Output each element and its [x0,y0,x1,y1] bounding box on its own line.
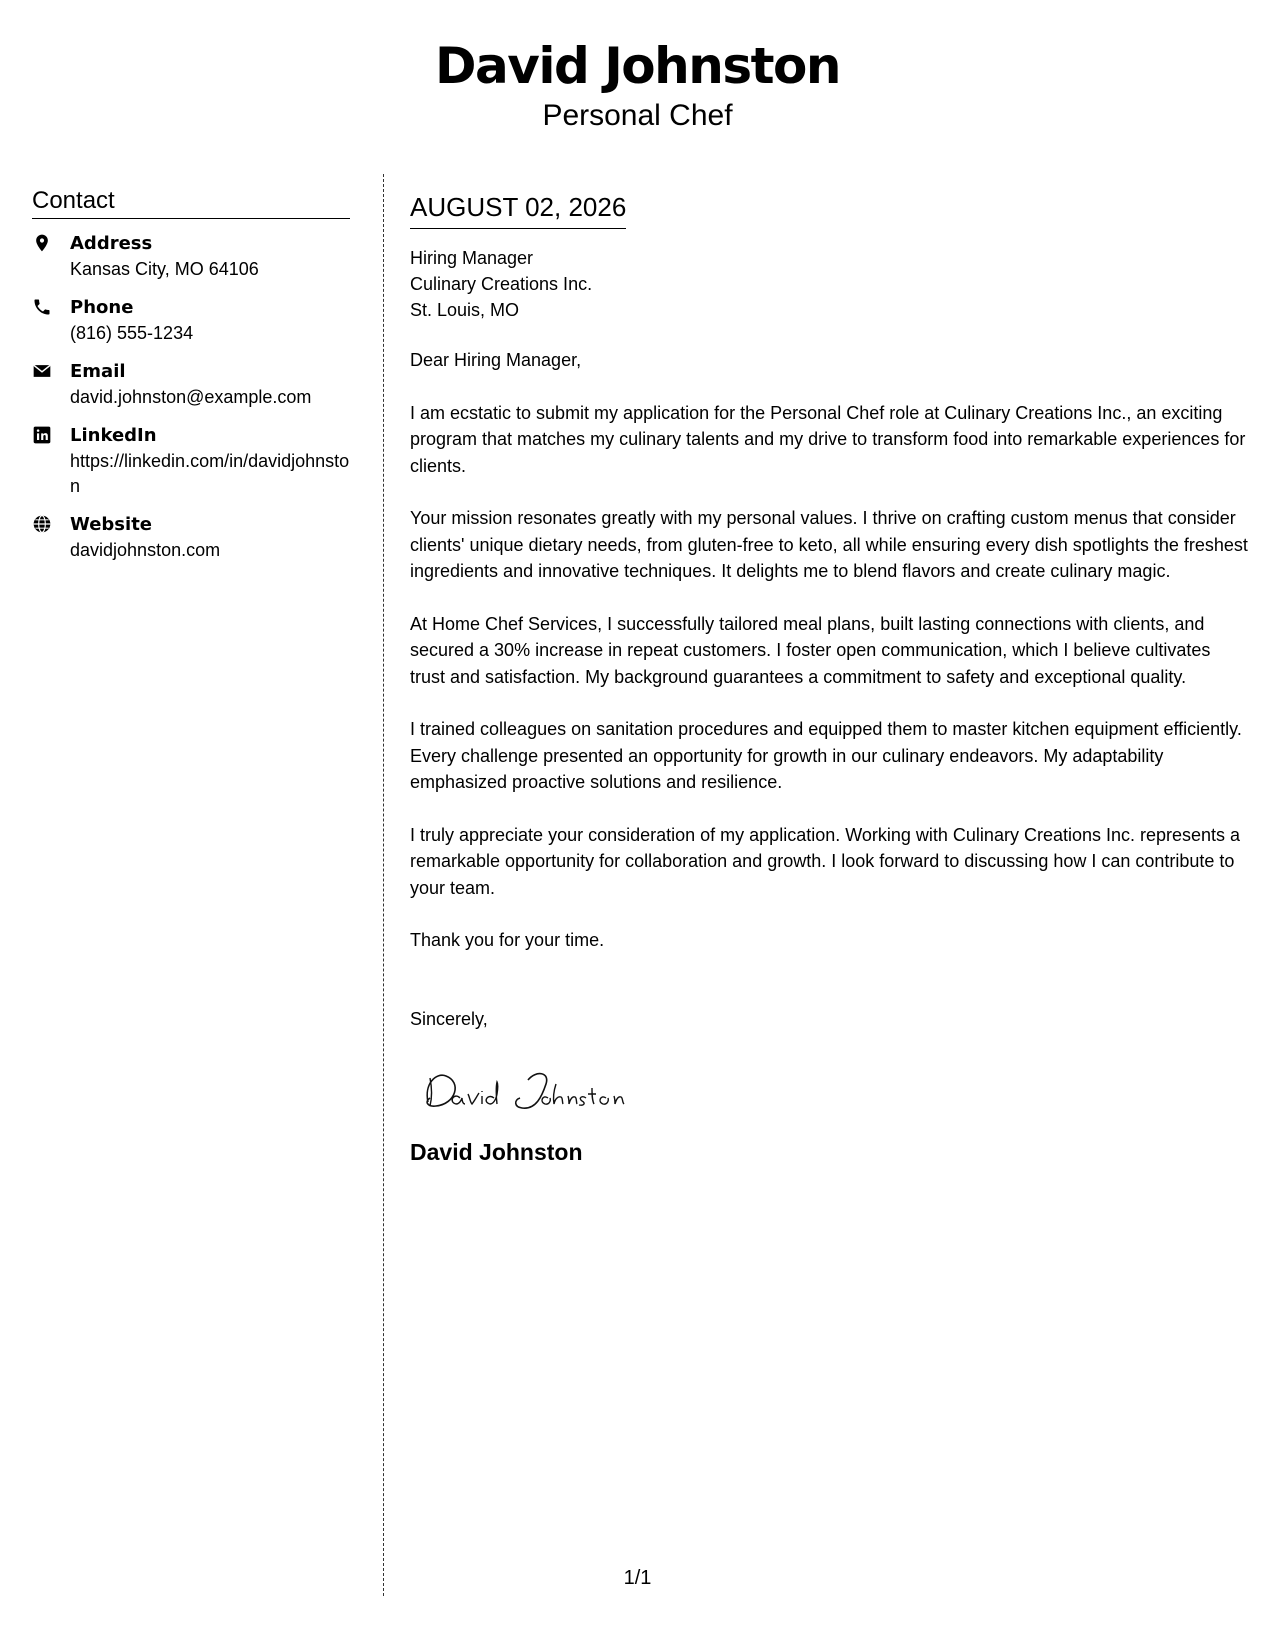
contact-item-linkedin [32,423,350,499]
body-paragraph: Thank you for your time. [410,930,605,950]
envelope-icon [32,359,70,381]
globe-icon [32,512,70,534]
contact-label: Email [70,361,126,382]
recipient-line: Hiring Manager [410,248,534,268]
contact-item-phone [32,295,350,346]
column-divider [383,174,384,1596]
letter-body [410,190,1250,1167]
contact-value: davidjohnston.com [70,540,221,560]
job-title: Personal Chef [542,99,733,132]
signed-name: David Johnston [410,1138,583,1165]
signoff: Sincerely, [410,1008,488,1029]
handwritten-signature [416,1054,656,1124]
recipient-block [410,245,1250,323]
contact-label: Phone [70,297,134,318]
salutation: Dear Hiring Manager, [410,350,582,370]
contact-value: https://linkedin.com/in/davidjohnston [70,451,350,496]
phone-icon [32,295,70,317]
contact-value: (816) 555-1234 [70,323,194,343]
contact-label: LinkedIn [70,425,157,446]
contact-list [32,231,350,563]
document-header [0,34,1275,134]
body-paragraph: Your mission resonates greatly with my personal values. I thrive on crafting custom menus that consider clients' unique dietary needs, from gluten-free to keto, all while ensuring every dish spotlights the freshest ingredients and innovative techniques. It delights me to blend flavors and create culinary magic. [410,508,1248,581]
contact-label: Address [70,233,153,254]
page-number: 1/1 [623,1567,652,1589]
candidate-name: David Johnston [435,37,840,95]
body-paragraph: I am ecstatic to submit my application for the Personal Chef role at Culinary Creations Inc., an exciting program that matches my culinary talents and my drive to transform food into remarkable experiences for clients. [410,402,1246,476]
map-pin-icon [32,231,70,253]
body-paragraph: I trained colleagues on sanitation procedures and equipped them to master kitchen equipment efficiently. Every challenge presented an opportunity for growth in our culinary endeavors. My adaptability emphasized proactive solutions and resilience. [410,719,1242,792]
linkedin-icon [32,423,70,445]
letter-date: AUGUST 02, 2026 [410,190,626,229]
contact-item-email [32,359,350,410]
recipient-line: Culinary Creations Inc. [410,274,593,294]
contact-item-website [32,512,350,563]
contact-label: Website [70,514,153,535]
contact-value: david.johnston@example.com [70,387,312,407]
recipient-line: St. Louis, MO [410,300,520,320]
contact-heading: Contact [32,186,350,219]
body-paragraph: At Home Chef Services, I successfully tailored meal plans, built lasting connections with clients, and secured a 30% increase in repeat customers. I foster open communication, which I believe cultivates trust and satisfaction. My background guarantees a commitment to safety and exceptional quality. [410,613,1211,687]
contact-item-address [32,231,350,282]
contact-sidebar [32,186,350,576]
body-paragraph: I truly appreciate your consideration of my application. Working with Culinary Creations Inc. represents a remarkable opportunity for collaboration and growth. I look forward to discussing how I can contribute to your team. [410,824,1241,898]
contact-value: Kansas City, MO 64106 [70,259,259,279]
